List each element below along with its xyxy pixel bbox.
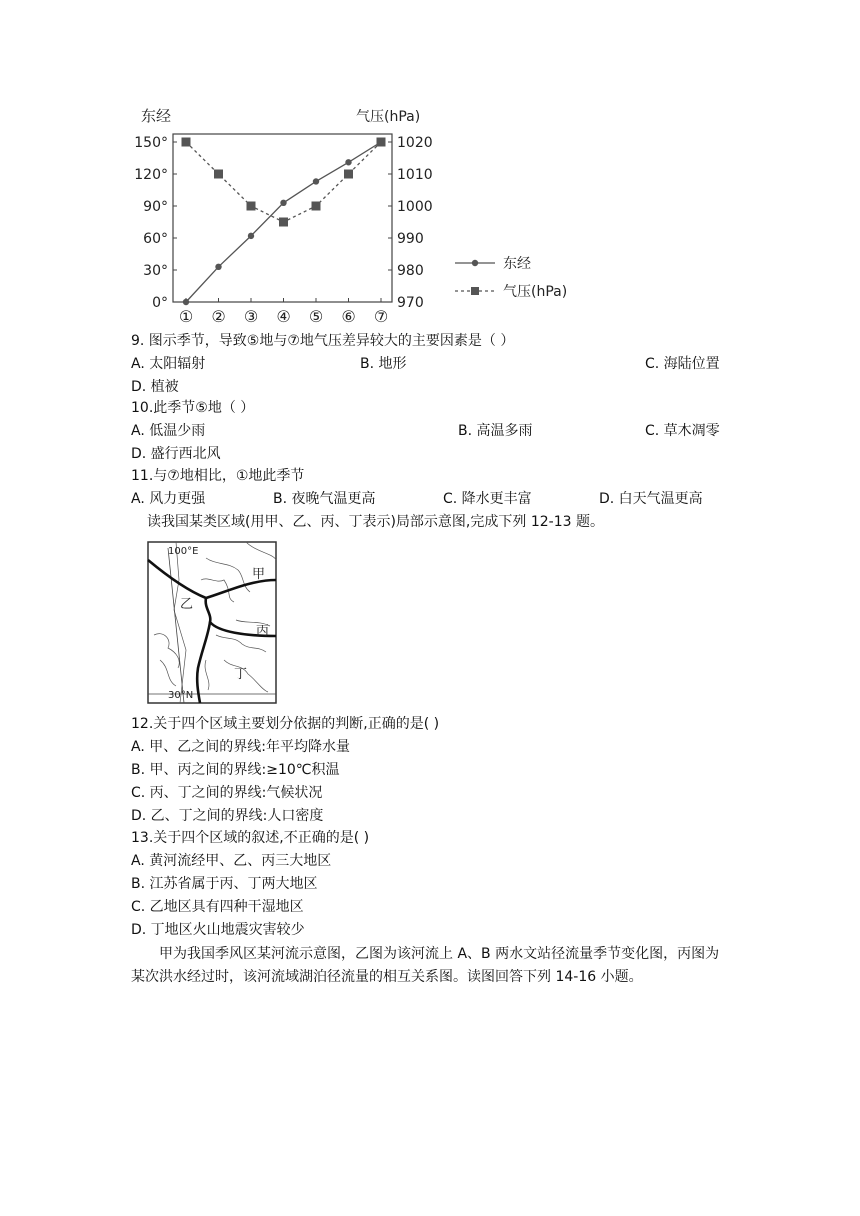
right-tick-label: 980 [397, 263, 424, 279]
left-tick-label: 150° [134, 135, 168, 151]
right-tick-label: 990 [397, 231, 424, 247]
q13-stem: 13.关于四个区域的叙述,不正确的是( ) [131, 830, 370, 846]
q12-option-d: D. 乙、丁之间的界线:人口密度 [131, 808, 324, 824]
map-lon-label: 100°E [168, 546, 199, 557]
map-lat-label: 30°N [168, 690, 194, 701]
longitude-point [183, 299, 189, 305]
q12-option-a: A. 甲、乙之间的界线:年平均降水量 [131, 739, 350, 755]
left-tick-label: 90° [143, 199, 168, 215]
pressure-point [214, 170, 223, 179]
q11-stem: 11.与⑦地相比，①地此季节 [131, 468, 305, 484]
q13-option-a: A. 黄河流经甲、乙、丙三大地区 [131, 853, 332, 869]
q13-option-b: B. 江苏省属于丙、丁两大地区 [131, 876, 318, 892]
q10-option-a: A. 低温少雨 [131, 423, 206, 439]
right-tick-label: 1020 [397, 135, 433, 151]
q10-stem: 10.此季节⑤地（ ） [131, 400, 255, 416]
x-tick-label: ⑤ [308, 307, 324, 326]
x-tick-label: ⑥ [341, 307, 356, 326]
q12-stem: 12.关于四个区域主要划分依据的判断,正确的是( ) [131, 716, 440, 732]
right-tick-label: 970 [397, 295, 424, 311]
map-region-bing: 丙 [256, 624, 270, 639]
x-tick-label: ① [178, 307, 194, 326]
q9-option-d: D. 植被 [131, 379, 179, 395]
series-line-pressure [186, 142, 381, 222]
longitude-point [215, 264, 221, 270]
q12-option-c: C. 丙、丁之间的界线:气候状况 [131, 785, 323, 801]
q10-option-b: B. 高温多雨 [458, 423, 533, 439]
left-tick-label: 30° [143, 263, 168, 279]
pressure-point [247, 202, 256, 211]
pressure-point [377, 138, 386, 147]
longitude-point [280, 200, 286, 206]
q9-stem: 9. 图示季节，导致⑤地与⑦地气压差异较大的主要因素是（ ） [131, 333, 515, 349]
map-region-jia: 甲 [252, 567, 266, 582]
q11-option-c: C. 降水更丰富 [443, 491, 532, 507]
map-region-yi: 乙 [180, 597, 194, 612]
q11-option-a: A. 风力更强 [131, 491, 206, 507]
longitude-pressure-chart [0, 0, 860, 330]
legend-label-longitude: 东经 [503, 256, 531, 272]
legend-marker-longitude [472, 260, 478, 266]
left-tick-label: 120° [134, 167, 168, 183]
x-tick-label: ⑦ [373, 307, 389, 326]
x-tick-label: ③ [243, 307, 259, 326]
longitude-point [313, 178, 319, 184]
q12-option-b: B. 甲、丙之间的界线:≥10℃积温 [131, 762, 340, 778]
x-tick-label: ④ [276, 307, 291, 326]
intro-14-16: 甲为我国季风区某河流示意图，乙图为该河流上 A、B 两水文站径流量季节变化图，丙图为某次洪水经过时，该河流域湖泊径流量的相互关系图。读图回答下列 14-16 小题。 [131, 946, 720, 985]
q9-option-b: B. 地形 [360, 356, 407, 372]
q10-option-d: D. 盛行西北风 [131, 446, 221, 462]
longitude-point [248, 233, 254, 239]
pressure-point [312, 202, 321, 211]
q9-option-a: A. 太阳辐射 [131, 356, 206, 372]
q9-option-c: C. 海陆位置 [645, 356, 720, 372]
map-region-ding: 丁 [234, 667, 248, 682]
chart-legend [455, 256, 567, 300]
right-axis-label: 气压(hPa) [356, 109, 421, 125]
q11-option-d: D. 白天气温更高 [599, 491, 703, 507]
legend-label-pressure: 气压(hPa) [503, 284, 568, 300]
longitude-point [345, 159, 351, 165]
q13-option-d: D. 丁地区火山地震灾害较少 [131, 922, 305, 938]
left-axis-label: 东经 [141, 107, 172, 125]
intro-12-13: 读我国某类区域(用甲、乙、丙、丁表示)局部示意图,完成下列 12-13 题。 [147, 514, 604, 530]
q10-option-c: C. 草木凋零 [645, 423, 720, 439]
right-tick-label: 1000 [397, 199, 433, 215]
legend-marker-pressure [471, 287, 479, 295]
left-tick-label: 0° [152, 295, 168, 311]
left-tick-label: 60° [143, 231, 168, 247]
right-tick-label: 1010 [397, 167, 433, 183]
x-tick-label: ② [211, 307, 226, 326]
pressure-point [344, 170, 353, 179]
pressure-point [279, 218, 288, 227]
region-map [146, 540, 280, 706]
q13-option-c: C. 乙地区具有四种干湿地区 [131, 899, 304, 915]
q11-option-b: B. 夜晚气温更高 [273, 491, 376, 507]
pressure-point [182, 138, 191, 147]
